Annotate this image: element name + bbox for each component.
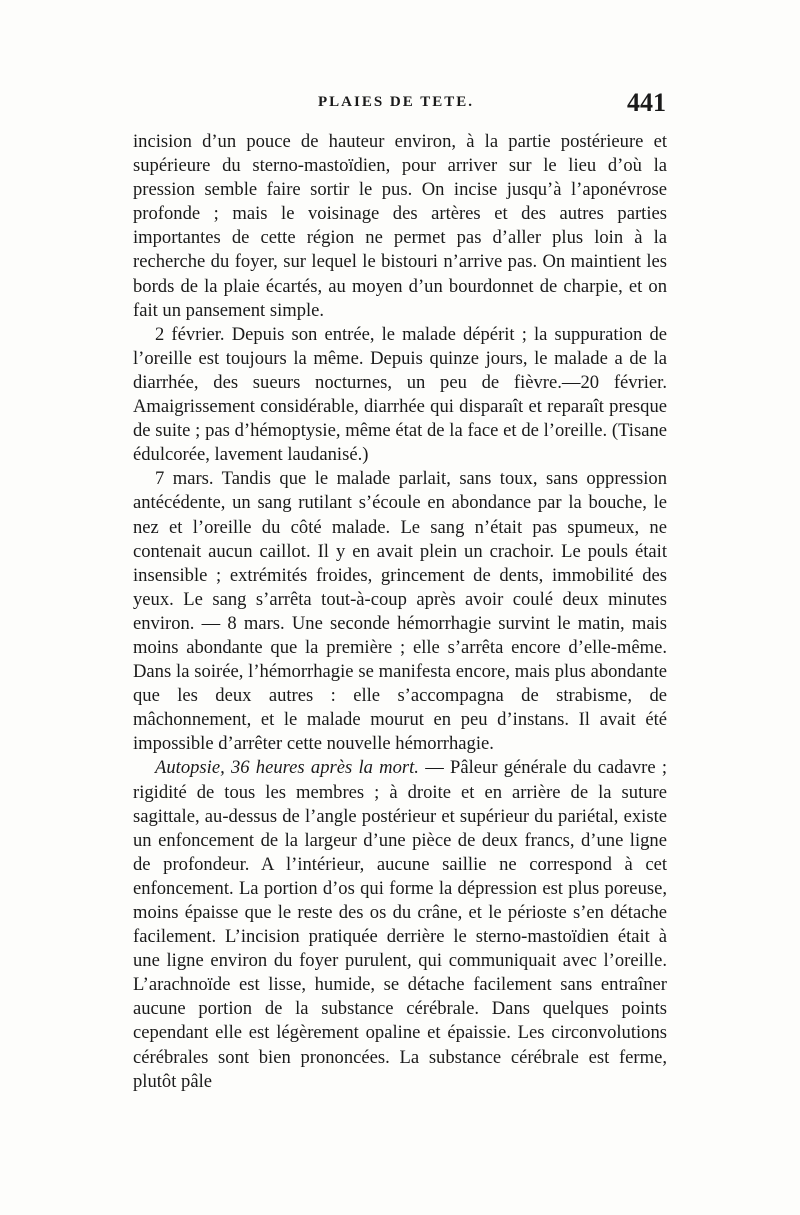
autopsie-lead: Autopsie, 36 heures après la mort.: [155, 757, 419, 779]
paragraph-incision: incision d’un pouce de hauteur environ, à la partie postérieure et supérieure du sterno-mastoïdien, pour arriver sur le lieu d’où la pression semble faire sortir le pus. On incise jusqu’à l’aponévrose profonde ; mais le voisinage des artères et des autres parties importantes de cette région ne permet pas d’aller plus loin à la recherche du foyer, sur lequel le bistouri n’arrive pas. On maintient les bords de la plaie écartés, au moyen d’un bourdonnet de charpie, et on fait un pansement simple.: [133, 131, 667, 321]
page-header: [130, 88, 666, 128]
running-title: PLAIES DE TETE.: [318, 94, 475, 110]
page-number: 441: [627, 88, 666, 117]
paragraph-autopsie: [133, 756, 667, 1093]
paragraph-2-fevrier: 2 février. Depuis son entrée, le malade dépérit ; la suppuration de l’oreille est toujours la même. Depuis quinze jours, le malade a de la diarrhée, des sueurs nocturnes, un peu de fièvre.—20 février. Amaigrissement considérable, diarrhée qui disparaît et reparaît presque de suite ; pas d’hémoptysie, même état de la face et de l’oreille. (Tisane édulcorée, lavement laudanisé.): [133, 323, 667, 466]
body-text: [133, 130, 667, 1094]
autopsie-text: — Pâleur générale du cadavre ; rigidité de tous les membres ; à droite et en arrière de la suture sagittale, au-dessus de l’angle postérieur et supérieur du pariétal, existe un enfoncement de la largeur d’une pièce de deux francs, d’une ligne de profondeur. A l’intérieur, aucune saillie ne correspond à cet enfoncement. La portion d’os qui forme la dépression est plus poreuse, moins épaisse que le reste des os du crâne, et le périoste s’en détache facilement. L’incision pratiquée derrière le sterno-mastoïdien était à une ligne environ du foyer purulent, qui communiquait avec l’oreille. L’arachnoïde est lisse, humide, se détache facilement sans entraîner aucune portion de la substance cérébrale. Dans quelques points cependant elle est légèrement opaline et épaissie. Les circonvolutions cérébrales sont bien prononcées. La substance cérébrale est ferme, plutôt pâle: [133, 757, 667, 1092]
paragraph-7-mars: 7 mars. Tandis que le malade parlait, sans toux, sans oppression antécédente, un sang rutilant s’écoule en abondance par la bouche, le nez et l’oreille du côté malade. Le sang n’était pas spumeux, ne contenait aucun caillot. Il y en avait plein un crachoir. Le pouls était insensible ; extrémités froides, grincement de dents, immobilité des yeux. Le sang s’arrêta tout-à-coup après avoir coulé deux minutes environ. — 8 mars. Une seconde hémorrhagie survint le matin, mais moins abondante que la première ; elle s’arrêta encore d’elle-même. Dans la soirée, l’hémorrhagie se manifesta encore, mais plus abondante que les deux autres : elle s’accompagna de strabisme, de mâchonnement, et le malade mourut en peu d’instans. Il avait été impossible d’arrêter cette nouvelle hémorrhagie.: [133, 468, 667, 755]
